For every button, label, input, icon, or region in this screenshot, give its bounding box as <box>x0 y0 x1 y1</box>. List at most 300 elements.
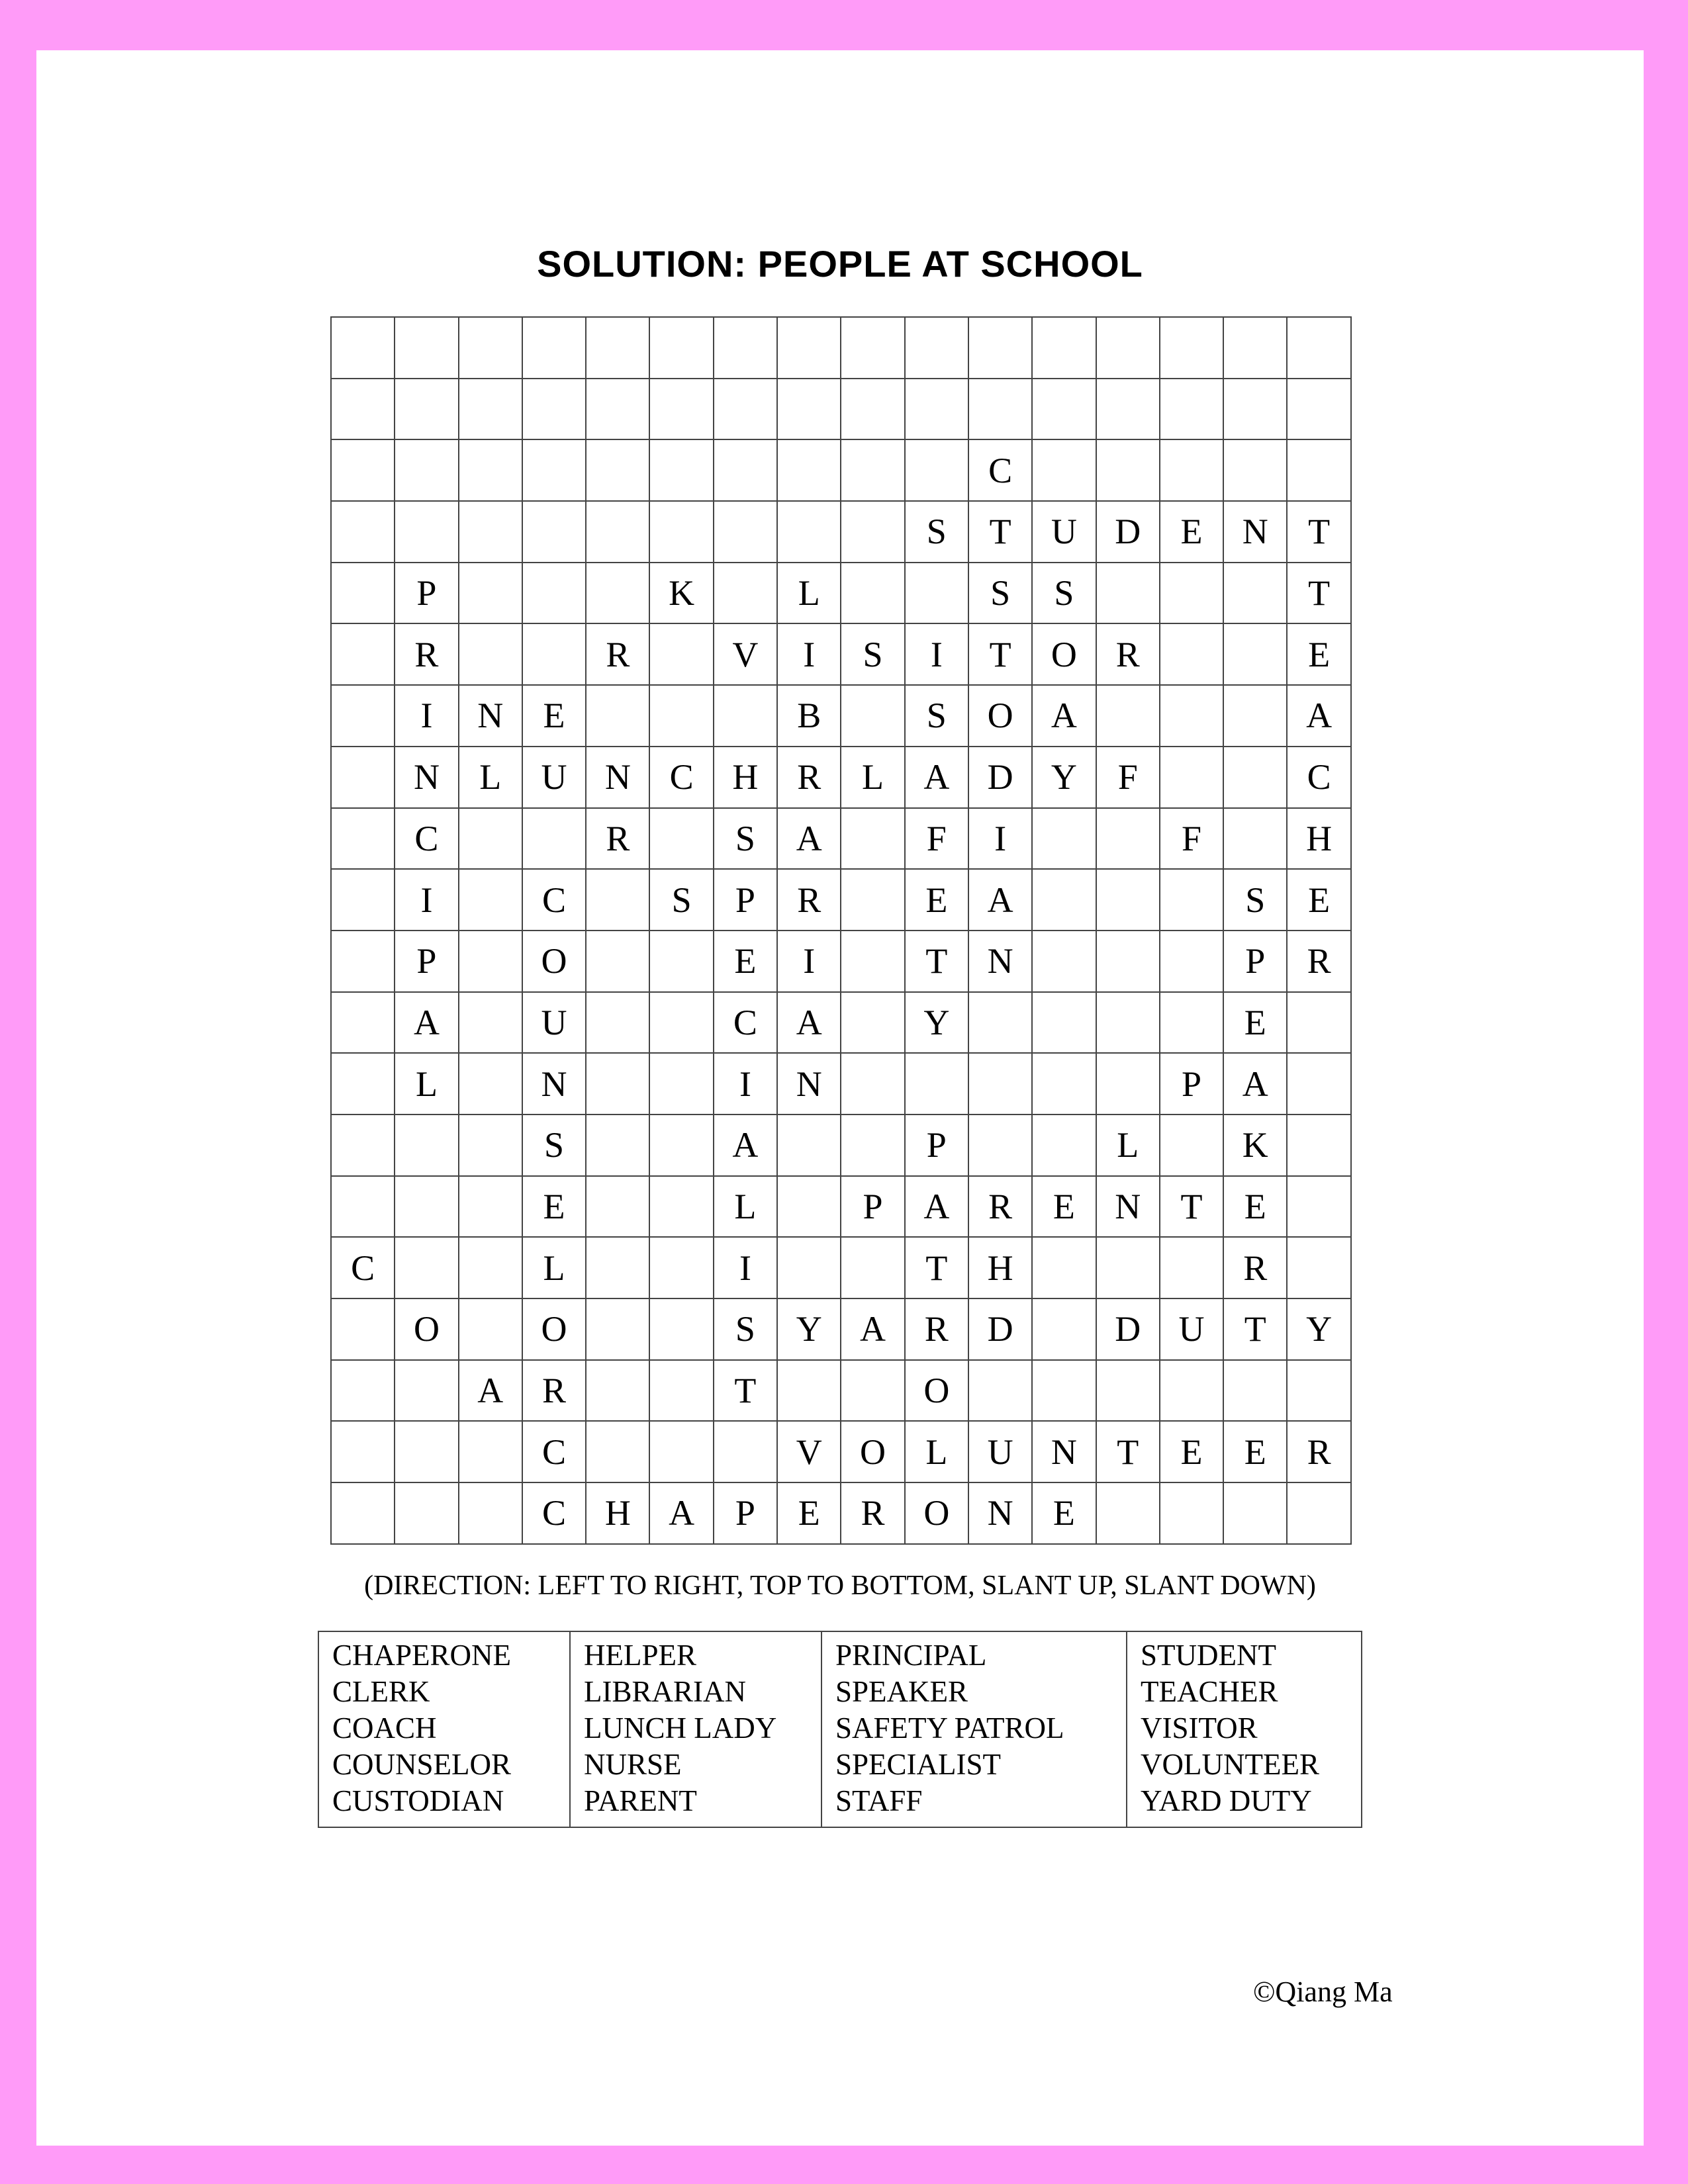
grid-cell: U <box>523 993 586 1054</box>
grid-cell: E <box>523 686 586 747</box>
grid-cell: E <box>1224 993 1288 1054</box>
grid-cell: R <box>523 1361 586 1422</box>
grid-cell: E <box>1033 1483 1096 1545</box>
grid-cell: C <box>523 870 586 931</box>
grid-cell <box>395 502 459 563</box>
grid-cell <box>841 870 905 931</box>
grid-cell: P <box>841 1177 905 1238</box>
grid-cell <box>1033 1238 1096 1299</box>
grid-cell <box>586 1422 650 1483</box>
grid-cell <box>650 931 714 993</box>
grid-cell <box>1097 686 1160 747</box>
grid-cell: F <box>1160 809 1224 870</box>
grid-cell <box>1160 1115 1224 1177</box>
word-column-1 <box>319 1632 571 1827</box>
grid-cell <box>1033 931 1096 993</box>
grid-cell <box>1288 1361 1351 1422</box>
grid-cell <box>778 440 841 502</box>
grid-cell <box>714 502 778 563</box>
grid-cell <box>714 379 778 441</box>
grid-cell <box>459 1115 523 1177</box>
grid-cell: L <box>523 1238 586 1299</box>
grid-cell <box>778 1361 841 1422</box>
grid-cell: F <box>906 809 969 870</box>
grid-cell: P <box>906 1115 969 1177</box>
grid-cell <box>395 1422 459 1483</box>
grid-cell <box>459 318 523 379</box>
grid-cell: I <box>714 1238 778 1299</box>
grid-cell <box>1160 318 1224 379</box>
grid-cell: O <box>906 1361 969 1422</box>
grid-cell <box>969 1361 1033 1422</box>
grid-cell <box>1224 747 1288 809</box>
grid-cell: V <box>778 1422 841 1483</box>
grid-cell: F <box>1097 747 1160 809</box>
grid-cell: B <box>778 686 841 747</box>
grid-cell: P <box>1224 931 1288 993</box>
grid-cell <box>1097 1238 1160 1299</box>
grid-cell: N <box>1033 1422 1096 1483</box>
grid-cell <box>1288 379 1351 441</box>
grid-cell <box>586 440 650 502</box>
grid-cell <box>586 563 650 625</box>
word-column-3 <box>822 1632 1127 1827</box>
grid-cell: N <box>969 931 1033 993</box>
grid-cell: E <box>778 1483 841 1545</box>
grid-cell <box>969 379 1033 441</box>
grid-cell <box>523 809 586 870</box>
grid-cell <box>714 318 778 379</box>
grid-cell <box>906 318 969 379</box>
grid-cell: N <box>969 1483 1033 1545</box>
grid-cell <box>586 1299 650 1361</box>
grid-cell <box>969 1115 1033 1177</box>
grid-cell: D <box>1097 502 1160 563</box>
grid-cell <box>1033 379 1096 441</box>
grid-cell: U <box>1160 1299 1224 1361</box>
grid-cell <box>1224 563 1288 625</box>
grid-cell: C <box>650 747 714 809</box>
grid-cell: C <box>332 1238 395 1299</box>
word: PRINCIPAL <box>835 1639 987 1672</box>
grid-cell: N <box>395 747 459 809</box>
grid-cell: H <box>969 1238 1033 1299</box>
grid-cell <box>332 747 395 809</box>
grid-cell <box>586 379 650 441</box>
grid-cell: S <box>714 1299 778 1361</box>
grid-cell <box>332 870 395 931</box>
grid-cell <box>650 1238 714 1299</box>
grid-cell: A <box>906 1177 969 1238</box>
grid-cell <box>1288 440 1351 502</box>
grid-cell <box>1097 1054 1160 1115</box>
grid-cell <box>1224 624 1288 686</box>
grid-cell: A <box>969 870 1033 931</box>
grid-cell <box>1097 870 1160 931</box>
grid-cell: A <box>1033 686 1096 747</box>
grid-cell <box>459 931 523 993</box>
grid-cell: L <box>714 1177 778 1238</box>
grid-cell <box>841 502 905 563</box>
word: HELPER <box>584 1639 697 1672</box>
grid-cell <box>586 686 650 747</box>
grid-cell: E <box>906 870 969 931</box>
grid-cell: E <box>1288 624 1351 686</box>
grid-cell <box>586 1177 650 1238</box>
grid-cell <box>841 1361 905 1422</box>
grid-cell <box>906 440 969 502</box>
grid-cell: T <box>969 624 1033 686</box>
grid-cell <box>459 1054 523 1115</box>
grid-cell: A <box>778 993 841 1054</box>
grid-cell: A <box>1288 686 1351 747</box>
grid-cell <box>1160 747 1224 809</box>
grid-cell: S <box>1224 870 1288 931</box>
grid-cell <box>1160 1483 1224 1545</box>
grid-cell: S <box>1033 563 1096 625</box>
grid-cell <box>1033 809 1096 870</box>
grid-cell: P <box>714 870 778 931</box>
word: SPEAKER <box>835 1675 968 1708</box>
grid-cell <box>1097 931 1160 993</box>
grid-cell <box>523 563 586 625</box>
grid-cell: P <box>714 1483 778 1545</box>
grid-cell: E <box>1160 1422 1224 1483</box>
grid-cell: L <box>906 1422 969 1483</box>
grid-cell: Y <box>778 1299 841 1361</box>
grid-cell <box>650 1361 714 1422</box>
grid-cell <box>1224 1361 1288 1422</box>
grid-cell: I <box>906 624 969 686</box>
grid-cell <box>1160 931 1224 993</box>
grid-cell <box>1097 1483 1160 1545</box>
grid-cell: S <box>714 809 778 870</box>
word: CLERK <box>332 1675 430 1708</box>
grid-cell: T <box>1097 1422 1160 1483</box>
grid-cell: R <box>586 809 650 870</box>
grid-cell <box>395 1177 459 1238</box>
grid-cell <box>523 624 586 686</box>
grid-cell: L <box>841 747 905 809</box>
grid-cell <box>778 1115 841 1177</box>
grid-cell: R <box>1288 1422 1351 1483</box>
grid-cell: T <box>1288 502 1351 563</box>
grid-cell <box>332 440 395 502</box>
grid-cell <box>714 440 778 502</box>
grid-cell <box>841 931 905 993</box>
grid-cell: I <box>778 624 841 686</box>
grid-cell <box>650 440 714 502</box>
grid-cell: N <box>1097 1177 1160 1238</box>
grid-cell <box>459 624 523 686</box>
grid-cell <box>586 993 650 1054</box>
grid-cell: T <box>969 502 1033 563</box>
grid-cell: O <box>395 1299 459 1361</box>
grid-cell <box>523 440 586 502</box>
grid-cell <box>1160 624 1224 686</box>
grid-cell: N <box>1224 502 1288 563</box>
grid-cell <box>1224 379 1288 441</box>
grid-cell: N <box>586 747 650 809</box>
grid-cell <box>650 624 714 686</box>
grid-cell <box>586 318 650 379</box>
grid-cell <box>332 686 395 747</box>
grid-cell <box>1160 1361 1224 1422</box>
grid-cell <box>1097 1361 1160 1422</box>
grid-cell: R <box>395 624 459 686</box>
grid-cell <box>395 440 459 502</box>
grid-cell: E <box>1160 502 1224 563</box>
grid-cell <box>778 1177 841 1238</box>
grid-cell <box>459 1238 523 1299</box>
grid-cell <box>395 1238 459 1299</box>
grid-cell <box>714 563 778 625</box>
word: STAFF <box>835 1784 923 1817</box>
grid-cell <box>459 809 523 870</box>
grid-cell <box>906 379 969 441</box>
grid-cell <box>841 1115 905 1177</box>
grid-cell: T <box>714 1361 778 1422</box>
grid-cell: O <box>841 1422 905 1483</box>
grid-cell: R <box>1288 931 1351 993</box>
word: STUDENT <box>1141 1639 1276 1672</box>
grid-cell: S <box>906 686 969 747</box>
grid-cell <box>841 379 905 441</box>
grid-cell: N <box>459 686 523 747</box>
grid-cell <box>395 1115 459 1177</box>
grid-cell <box>1097 440 1160 502</box>
grid-cell: O <box>523 1299 586 1361</box>
word: CHAPERONE <box>332 1639 512 1672</box>
grid-cell: S <box>650 870 714 931</box>
grid-cell: O <box>906 1483 969 1545</box>
grid-cell: U <box>1033 502 1096 563</box>
grid-cell <box>841 440 905 502</box>
grid-cell <box>1224 809 1288 870</box>
grid-cell <box>714 1422 778 1483</box>
grid-cell <box>778 502 841 563</box>
word-column-4 <box>1127 1632 1361 1827</box>
grid-cell <box>650 1177 714 1238</box>
grid-cell <box>841 993 905 1054</box>
grid-cell: C <box>523 1483 586 1545</box>
grid-cell <box>650 379 714 441</box>
grid-cell <box>332 931 395 993</box>
grid-cell <box>778 318 841 379</box>
grid-cell <box>1160 686 1224 747</box>
grid-cell <box>395 1361 459 1422</box>
grid-cell: H <box>1288 809 1351 870</box>
grid-cell <box>586 870 650 931</box>
grid-cell <box>332 1422 395 1483</box>
grid-cell <box>1033 1115 1096 1177</box>
direction-text: (DIRECTION: LEFT TO RIGHT, TOP TO BOTTOM, SLANT UP, SLANT DOWN) <box>364 1570 1316 1601</box>
grid-cell: P <box>395 931 459 993</box>
grid-cell: Y <box>1033 747 1096 809</box>
grid-cell <box>332 502 395 563</box>
grid-cell <box>523 379 586 441</box>
grid-cell <box>332 1299 395 1361</box>
grid-cell <box>650 318 714 379</box>
word: VOLUNTEER <box>1141 1748 1319 1781</box>
grid-cell <box>332 563 395 625</box>
word: TEACHER <box>1141 1675 1278 1708</box>
grid-cell: Y <box>1288 1299 1351 1361</box>
grid-cell: A <box>714 1115 778 1177</box>
grid-cell: C <box>969 440 1033 502</box>
grid-cell: I <box>395 870 459 931</box>
grid-cell: C <box>395 809 459 870</box>
grid-cell <box>586 502 650 563</box>
grid-cell <box>841 1238 905 1299</box>
word-search-grid <box>330 316 1352 1545</box>
grid-cell <box>459 1299 523 1361</box>
grid-cell <box>1033 870 1096 931</box>
grid-cell <box>1288 1483 1351 1545</box>
grid-cell <box>586 931 650 993</box>
grid-cell <box>459 502 523 563</box>
grid-cell <box>332 1177 395 1238</box>
grid-cell <box>1288 993 1351 1054</box>
grid-cell: N <box>523 1054 586 1115</box>
word: COUNSELOR <box>332 1748 512 1781</box>
grid-cell: L <box>395 1054 459 1115</box>
word: SAFETY PATROL <box>835 1711 1064 1745</box>
grid-cell <box>1288 1054 1351 1115</box>
grid-cell <box>332 1361 395 1422</box>
grid-cell <box>523 502 586 563</box>
grid-cell <box>459 870 523 931</box>
grid-cell: I <box>778 931 841 993</box>
grid-cell: E <box>1033 1177 1096 1238</box>
grid-cell: U <box>969 1422 1033 1483</box>
grid-cell <box>1097 563 1160 625</box>
grid-cell: A <box>395 993 459 1054</box>
grid-cell <box>1224 318 1288 379</box>
word: PARENT <box>584 1784 697 1817</box>
grid-cell: A <box>778 809 841 870</box>
grid-cell: C <box>523 1422 586 1483</box>
grid-cell: A <box>906 747 969 809</box>
grid-cell <box>1160 379 1224 441</box>
grid-cell: R <box>841 1483 905 1545</box>
grid-cell <box>332 379 395 441</box>
grid-cell: Y <box>906 993 969 1054</box>
grid-cell <box>459 1177 523 1238</box>
word: VISITOR <box>1141 1711 1258 1745</box>
word: COACH <box>332 1711 437 1745</box>
grid-cell <box>586 1361 650 1422</box>
word-column-2 <box>571 1632 822 1827</box>
grid-cell <box>778 1238 841 1299</box>
grid-cell <box>650 809 714 870</box>
grid-cell: E <box>1224 1422 1288 1483</box>
grid-cell: C <box>1288 747 1351 809</box>
grid-cell <box>332 1483 395 1545</box>
grid-cell: T <box>906 931 969 993</box>
grid-cell <box>1033 1361 1096 1422</box>
word: NURSE <box>584 1748 682 1781</box>
grid-cell: L <box>459 747 523 809</box>
grid-cell: I <box>969 809 1033 870</box>
copyright-text: ©Qiang Ma <box>1253 1976 1393 2008</box>
grid-cell: K <box>1224 1115 1288 1177</box>
grid-cell <box>395 379 459 441</box>
word-list <box>318 1631 1362 1828</box>
grid-cell <box>459 1483 523 1545</box>
grid-cell: R <box>1224 1238 1288 1299</box>
grid-cell: O <box>969 686 1033 747</box>
grid-cell <box>1033 318 1096 379</box>
grid-cell: V <box>714 624 778 686</box>
grid-cell <box>1097 379 1160 441</box>
grid-cell: R <box>1097 624 1160 686</box>
grid-cell: K <box>650 563 714 625</box>
grid-cell: S <box>906 502 969 563</box>
grid-cell: T <box>1224 1299 1288 1361</box>
grid-cell: O <box>523 931 586 993</box>
grid-cell: S <box>841 624 905 686</box>
grid-cell: A <box>459 1361 523 1422</box>
grid-cell <box>841 563 905 625</box>
word: LUNCH LADY <box>584 1711 777 1745</box>
word: CUSTODIAN <box>332 1784 504 1817</box>
grid-cell: L <box>778 563 841 625</box>
grid-cell <box>1160 440 1224 502</box>
grid-cell: E <box>714 931 778 993</box>
grid-cell <box>1160 1238 1224 1299</box>
grid-cell: S <box>523 1115 586 1177</box>
grid-cell: E <box>523 1177 586 1238</box>
grid-cell <box>650 1422 714 1483</box>
grid-cell: L <box>1097 1115 1160 1177</box>
grid-cell <box>1033 993 1096 1054</box>
grid-cell: A <box>841 1299 905 1361</box>
grid-cell <box>586 1054 650 1115</box>
grid-cell <box>650 686 714 747</box>
grid-cell: T <box>906 1238 969 1299</box>
grid-cell <box>523 318 586 379</box>
grid-cell <box>1097 809 1160 870</box>
grid-cell: R <box>586 624 650 686</box>
grid-cell <box>841 318 905 379</box>
grid-cell <box>459 1422 523 1483</box>
grid-cell: E <box>1288 870 1351 931</box>
grid-cell <box>650 993 714 1054</box>
grid-cell <box>1224 686 1288 747</box>
grid-cell: D <box>969 747 1033 809</box>
grid-cell <box>395 1483 459 1545</box>
grid-cell: U <box>523 747 586 809</box>
grid-cell <box>969 318 1033 379</box>
grid-cell <box>1288 318 1351 379</box>
word: SPECIALIST <box>835 1748 1002 1781</box>
grid-cell <box>1033 1054 1096 1115</box>
grid-cell: I <box>395 686 459 747</box>
grid-cell: T <box>1288 563 1351 625</box>
grid-cell <box>1224 440 1288 502</box>
grid-cell <box>969 1054 1033 1115</box>
grid-cell <box>1288 1177 1351 1238</box>
grid-cell: A <box>1224 1054 1288 1115</box>
grid-cell: D <box>969 1299 1033 1361</box>
grid-cell <box>586 1238 650 1299</box>
page-title: SOLUTION: PEOPLE AT SCHOOL <box>537 243 1143 285</box>
grid-cell <box>1160 993 1224 1054</box>
grid-cell <box>395 318 459 379</box>
grid-cell <box>1097 993 1160 1054</box>
grid-cell: I <box>714 1054 778 1115</box>
